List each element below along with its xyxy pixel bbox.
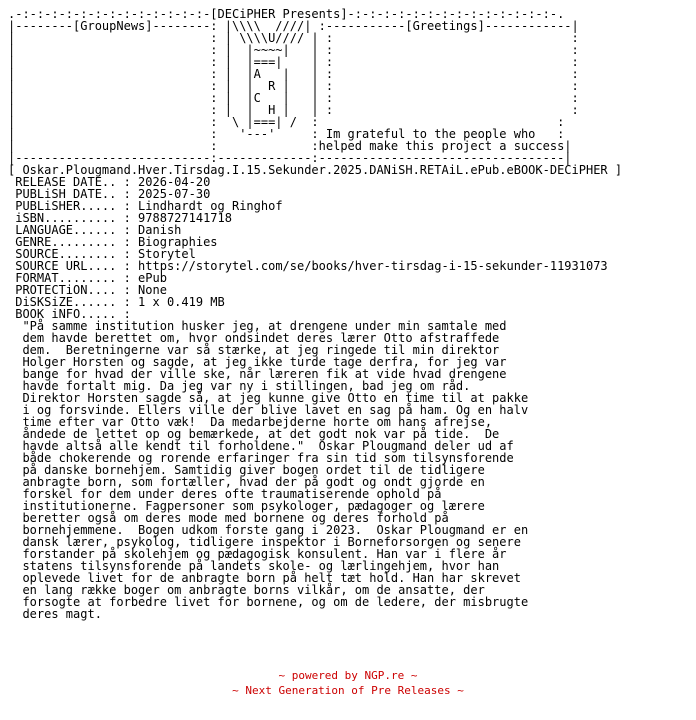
info-label: RELEASE DATE.. : <box>8 175 139 189</box>
info-label: PUBLiSH DATE.. : <box>8 187 139 201</box>
info-value: Biographies <box>138 235 218 249</box>
description-line: oplevede livet for de anbragte born på helt tæt hold. Han har skrevet <box>8 571 521 585</box>
info-value: 9788727141718 <box>138 211 232 225</box>
description-line: Direktor Horsten sagde så, at jeg kunne give Otto en time til at pakke <box>8 391 529 405</box>
description-line: institutionerne. Fagpersoner som psykologer, pædagoger og lærere <box>8 499 485 513</box>
description-line: forskel for dem under deres ofte traumatiserende ophold på <box>8 487 442 501</box>
description-line: en lang række boger om anbragte borns vilkår, om de ansatte, der <box>8 583 485 597</box>
description-line: dem. Beretningerne var så stærke, at jeg ringede til min direktor <box>8 343 500 357</box>
description-line: statens tilsynsforende på landets skole- og lærlingehjem, hvor han <box>8 559 500 573</box>
banner-line: |--------[GroupNews]--------: |\\\\ ////| :-----------[Greetings]------------| <box>8 19 579 33</box>
info-label: GENRE......... : <box>8 235 139 249</box>
description-line: forstander på skolehjem og pædagogisk konsulent. Han var i flere år <box>8 547 507 561</box>
banner-line: | : | \\\\U//// | : : <box>8 31 579 45</box>
description-line: "På samme institution husker jeg, at drengene under min samtale med <box>8 319 507 333</box>
banner-line: | : '---' : Im grateful to the people who : <box>8 127 565 141</box>
description-line: anbragte born, som fortæller, hvad der på godt og ondt gjorde en <box>8 475 485 489</box>
info-label: PROTECTiON.... : <box>8 283 139 297</box>
release-name: [ Oskar.Plougmand.Hver.Tirsdag.I.15.Sekunder.2025.DANiSH.RETAiL.ePub.eBOOK-DECiPHER ] <box>8 163 623 177</box>
description-line: havde fortalt mig. Da jeg var ny i stillingen, bad jeg om råd. <box>8 379 471 393</box>
tagline-footer: ~ Next Generation of Pre Releases ~ <box>232 684 464 697</box>
info-value: Lindhardt og Ringhof <box>138 199 283 213</box>
description-line: havde altså alle kendt til forholdene." Oskar Plougmand deler ud af <box>8 439 514 453</box>
banner-line: | : | |===| | : : <box>8 55 579 69</box>
banner-line: | : | |C | | : : <box>8 91 579 105</box>
nfo-text <box>8 8 622 620</box>
description-line: bange for hvad der ville ske, når læreren fik at vide hvad drengene <box>8 367 507 381</box>
banner-bottom-border: |---------------------------:-------------:----------------------------------| <box>8 151 572 165</box>
description-line: åndede de lettet op og bemærkede, at det godt nok var på tide. De <box>8 427 500 441</box>
info-label: DiSKSiZE...... : <box>8 295 139 309</box>
description-line: dansk lærer, psykolog, tidligere inspektor i Borneforsorgen og senere <box>8 535 521 549</box>
banner-line: | : | |A | | : : <box>8 67 579 81</box>
info-value: 2026-04-20 <box>138 175 211 189</box>
powered-by-footer: ~ powered by NGP.re ~ <box>278 669 418 682</box>
info-label: LANGUAGE...... : <box>8 223 139 237</box>
banner-line: | : | | H | | : : <box>8 103 579 117</box>
banner-top-border: .-:-:-:-:-:-:-:-:-:-:-:-:-:-[DECiPHER Presents]-:-:-:-:-:-:-:-:-:-:-:-:-:-:-. <box>8 7 565 21</box>
description-line: på danske bornehjem. Samtidig giver bogen ordet til de tidligere <box>8 463 485 477</box>
description-line: time efter var Otto væk! Da medarbejderne horte om hans afrejse, <box>8 415 493 429</box>
banner-line: | : | |~~~~| | : : <box>8 43 579 57</box>
info-label: SOURCE URL.... : <box>8 259 139 273</box>
info-value: Danish <box>138 223 182 237</box>
info-value: None <box>138 283 167 297</box>
description-line: dem havde berettet om, hvor ondsindet deres lærer Otto afstraffede <box>8 331 500 345</box>
description-line: beretter også om deres mode med bornene og deres forhold på <box>8 511 449 525</box>
info-label: PUBLiSHER..... : <box>8 199 139 213</box>
description-line: bornehjemmene. Bogen udkom forste gang i 2023. Oskar Plougmand er en <box>8 523 529 537</box>
banner-line: | : \ |===| / : : <box>8 115 565 129</box>
info-value: https://storytel.com/se/books/hver-tirsdag-i-15-sekunder-11931073 <box>138 259 608 273</box>
description-line: Holger Horsten og sagde, at jeg ikke turde tage derfra, for jeg var <box>8 355 507 369</box>
book-description <box>8 320 622 620</box>
info-value: 2025-07-30 <box>138 187 211 201</box>
info-label: FORMAT........ : <box>8 271 139 285</box>
description-line: forsogte at forbedre livet for bornene, og om de ledere, der misbrugte <box>8 595 529 609</box>
banner-line: | : | | R | | : : <box>8 79 579 93</box>
info-label: iSBN.......... : <box>8 211 139 225</box>
info-label: BOOK iNFO..... : <box>8 307 139 321</box>
info-label: SOURCE........ : <box>8 247 139 261</box>
info-value: ePub <box>138 271 167 285</box>
description-line: deres magt. <box>8 607 102 621</box>
greetings-line: | : :helped make this project a success| <box>8 139 572 153</box>
description-line: i og forsvinde. Ellers ville der blive lavet en sag på ham. Og en halv <box>8 403 529 417</box>
info-value: Storytel <box>138 247 196 261</box>
info-value: 1 x 0.419 MB <box>138 295 225 309</box>
description-line: både chokerende og rorende erfaringer fra sin tid som tilsynsforende <box>8 451 514 465</box>
